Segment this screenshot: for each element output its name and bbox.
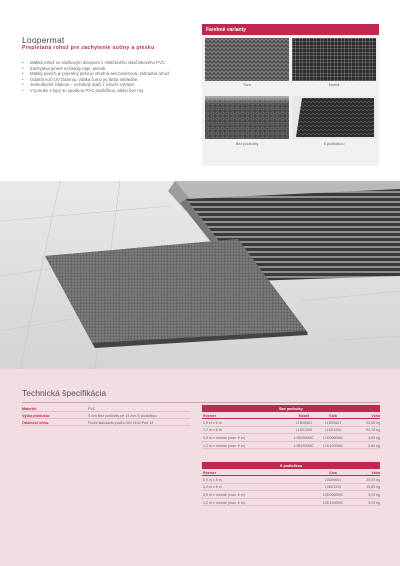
spec-section [0,369,400,566]
product-subtitle: Prepletaná rohož pre zachytenie sutiny a piesku [22,45,155,51]
column-header: Rozmer [203,470,217,475]
table-caption [202,462,380,469]
spec-table-no-backing [202,405,380,449]
table-row [202,484,380,492]
table-caption [202,405,380,412]
column-header: Sivá [329,470,337,475]
property-row [22,419,190,426]
table-cell: 20,00 kg [366,420,380,425]
table-cell: 1,2 m x 6 m [203,428,222,433]
variant-swatch-no-backing [205,96,289,139]
variants-header-label: Farebné varianty [206,26,247,33]
feature-item: • Odolná voči UV žiareniu, vďaka čomu jej farba nebledne. [22,77,202,83]
variant-label: S podložkou [323,142,345,146]
property-key: Výška produktu: [22,413,51,418]
table-cell: 0,9 m x 6 m [203,420,222,425]
table-row [202,442,380,450]
table-cell: 3,20 kg [368,492,380,497]
variant-label: Sivá [243,83,251,87]
product-title: Loopermat [22,35,65,45]
table-cell: 0,9 m x metráž (max. 6 m) [203,435,245,440]
column-header: Sivá [329,413,337,418]
variant-swatch-blue [292,38,376,81]
table-row [202,427,380,435]
table-cell: 20,20 kg [366,477,380,482]
table-cell: L0D00601 [324,477,342,482]
feature-list [22,60,202,94]
column-header: Váha [371,470,380,475]
table-cell: L0D0900MC [322,492,344,497]
property-key: Materiál: [22,406,37,411]
table-cell: 52,70 kg [366,428,380,433]
table-caption-label: Bez podložky [279,406,303,411]
table-caption-label: S podložkou [280,463,302,468]
property-value: PVC [88,406,96,411]
table-cell: L1D00601 [324,420,342,425]
variant-label: Bez podložky [235,142,259,146]
table-cell: 1,2 m x 6 m [203,485,222,490]
property-key: Odolnosť ohňu: [22,420,50,425]
table-cell: 1,2 m x metráž (max. 6 m) [203,500,245,505]
table-cell: 5,80 kg [368,443,380,448]
property-value: Podľa štandardu podľa DIN 4102 Part 14 [88,420,154,425]
table-cell: L1B0900MC [294,435,314,440]
spec-title: Technická špecifikácia [22,388,107,398]
variant-swatch-gray [205,38,289,81]
table-cell: 13,60 kg [366,485,380,490]
table-cell: 1,2 m x metráž (max. 6 m) [203,443,245,448]
variant-swatch-with-backing [292,96,376,139]
property-row [22,412,190,419]
feature-item: • V ponuke 2 typy so spodnou PVC podložkou, alebo bez nej. [22,88,202,94]
table-cell: L1B1200MC [294,443,314,448]
table-header [202,469,380,476]
feature-item: • Mäkký povrch je príjemný pešo je vhodná ako bosénová, záhradná rohož. [22,71,202,77]
variants-header [202,24,379,35]
table-cell: 0,9 m x 6 m [203,477,222,482]
table-cell: L1D1200MC [322,443,344,448]
table-header [202,412,380,419]
properties-list [22,405,190,426]
divider [22,402,380,403]
property-value: 9 mm Bez podložky pri 14 mm S podložkou [88,413,158,418]
column-header: Modrá [298,413,310,418]
table-cell: L0D01200 [324,485,342,490]
table-cell: 0,9 m x metráž (max. 6 m) [203,492,245,497]
table-cell: L1B00601 [295,420,313,425]
feature-item: • Jednoduché čistenie – nečistoty stačí z rohože vytriasť. [22,82,202,88]
table-row [202,491,380,499]
table-cell: L1D0900MC [322,435,344,440]
variant-label: Modrá [328,83,340,87]
column-header: Váha [371,413,380,418]
table-cell: L0D1200MC [322,500,344,505]
spec-table-with-backing [202,462,380,506]
table-row [202,476,380,484]
table-cell: 3,20 kg [368,500,380,505]
table-row [202,419,380,427]
property-row [22,405,190,412]
color-variants-panel [202,24,379,166]
table-cell: 4,80 kg [368,435,380,440]
table-row [202,499,380,507]
column-header: Rozmer [203,413,217,418]
feature-item: • Zachytáva jemné nečistoty napr. piesok. [22,66,202,72]
feature-item: • Mäkká rohož so slučkovým dizajnom z mäkčeného vlasčnikového PVC. [22,60,202,66]
table-cell: L1S01200 [295,428,313,433]
product-photo [0,181,400,369]
table-row [202,434,380,442]
table-cell: L1D01200 [324,428,342,433]
